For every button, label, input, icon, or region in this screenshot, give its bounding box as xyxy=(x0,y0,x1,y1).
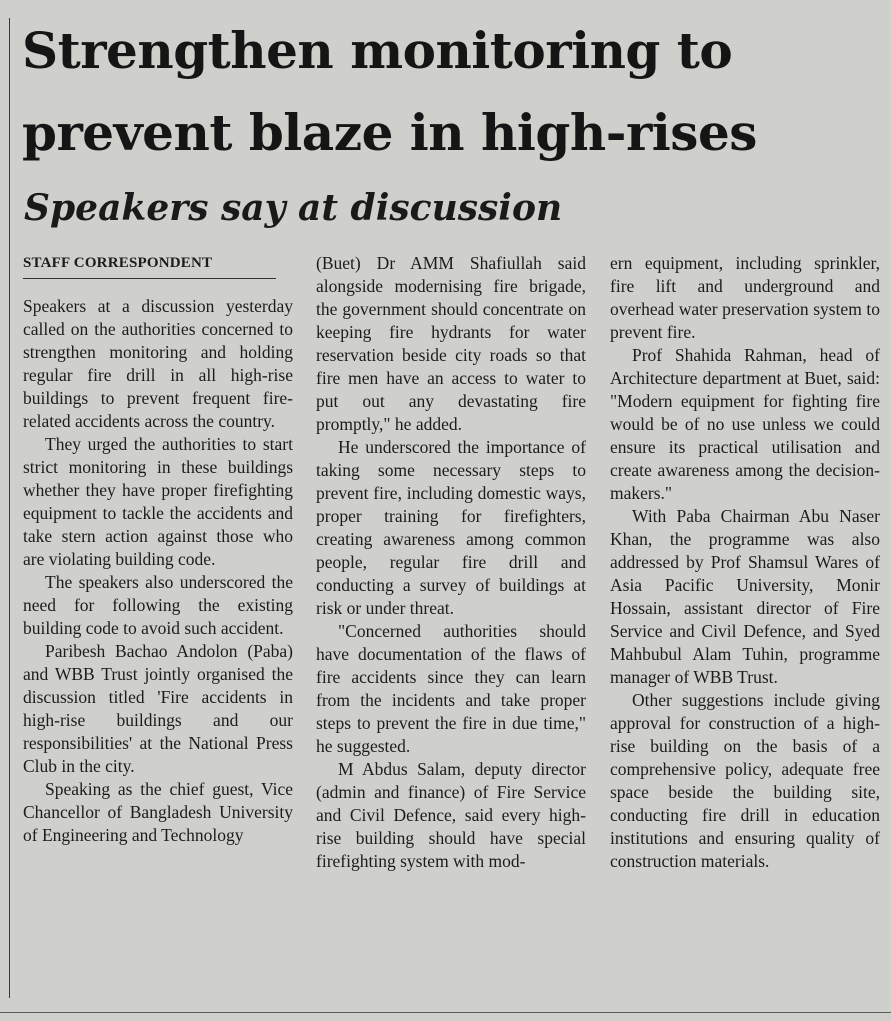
paragraph: M Abdus Salam, deputy director (admin and finance) of Fire Service and Civil Defence, said every high-rise building should have special firefighting system with mod- xyxy=(316,759,586,871)
paragraph: The speakers also underscored the need for following the existing building code to avoid such accident. xyxy=(23,572,293,638)
headline xyxy=(22,10,882,174)
byline: STAFF CORRESPONDENT xyxy=(23,252,276,279)
paragraph: Paribesh Bachao Andolon (Paba) and WBB Trust jointly organised the discussion titled 'Fire accidents in high-rise buildings and our responsibilities' at the National Press Club in the city. xyxy=(23,641,293,776)
article-column-1 xyxy=(23,252,293,847)
article-column-3 xyxy=(610,252,880,873)
page-rule-bottom xyxy=(0,1012,891,1013)
paragraph: He underscored the importance of taking some necessary steps to prevent fire, including domestic ways, proper training for firefighters, creating awareness among common people, regular fire drill and conducting a survey of buildings at risk or under threat. xyxy=(316,437,586,618)
column-rule-left xyxy=(9,18,10,998)
headline-line-1: Strengthen monitoring to xyxy=(22,21,733,80)
paragraph: Other suggestions include giving approval for construction of a high-rise building on the basis of a comprehensive policy, adequate free space beside the building site, conducting fire drill in education institutions and ensuring quality of construction materials. xyxy=(610,690,880,871)
paragraph: Speaking as the chief guest, Vice Chancellor of Bangladesh University of Engineering and Technology xyxy=(23,779,293,845)
paragraph: With Paba Chairman Abu Naser Khan, the programme was also addressed by Prof Shamsul Wares of Asia Pacific University, Monir Hossain, assistant director of Fire Service and Civil Defence, and Syed Mahbubul Alam Tuhin, programme manager of WBB Trust. xyxy=(610,506,880,687)
paragraph: ern equipment, including sprinkler, fire lift and underground and overhead water preservation system to prevent fire. xyxy=(610,253,880,342)
article-column-2 xyxy=(316,252,586,873)
paragraph: (Buet) Dr AMM Shafiullah said alongside modernising fire brigade, the government should concentrate on keeping fire hydrants for water reservation beside city roads so that fire men have an access to water to put out any devastating fire promptly," he added. xyxy=(316,253,586,434)
paragraph: Speakers at a discussion yesterday called on the authorities concerned to strengthen monitoring and holding regular fire drill in all high-rise buildings to prevent frequent fire-related accidents across the country. xyxy=(23,296,293,431)
paragraph: Prof Shahida Rahman, head of Architecture department at Buet, said: "Modern equipment for fighting fire would be of no use unless we could ensure its practical utilisation and create awareness among the decision-makers." xyxy=(610,345,880,503)
subheadline: Speakers say at discussion xyxy=(24,187,563,229)
headline-line-2: prevent blaze in high-rises xyxy=(22,103,757,162)
paragraph: "Concerned authorities should have documentation of the flaws of fire accidents since they can learn from the incidents and take proper steps to prevent the fire in due time," he suggested. xyxy=(316,621,586,756)
paragraph: They urged the authorities to start strict monitoring in these buildings whether they have proper firefighting equipment to tackle the accidents and take stern action against those who are violating building code. xyxy=(23,434,293,569)
